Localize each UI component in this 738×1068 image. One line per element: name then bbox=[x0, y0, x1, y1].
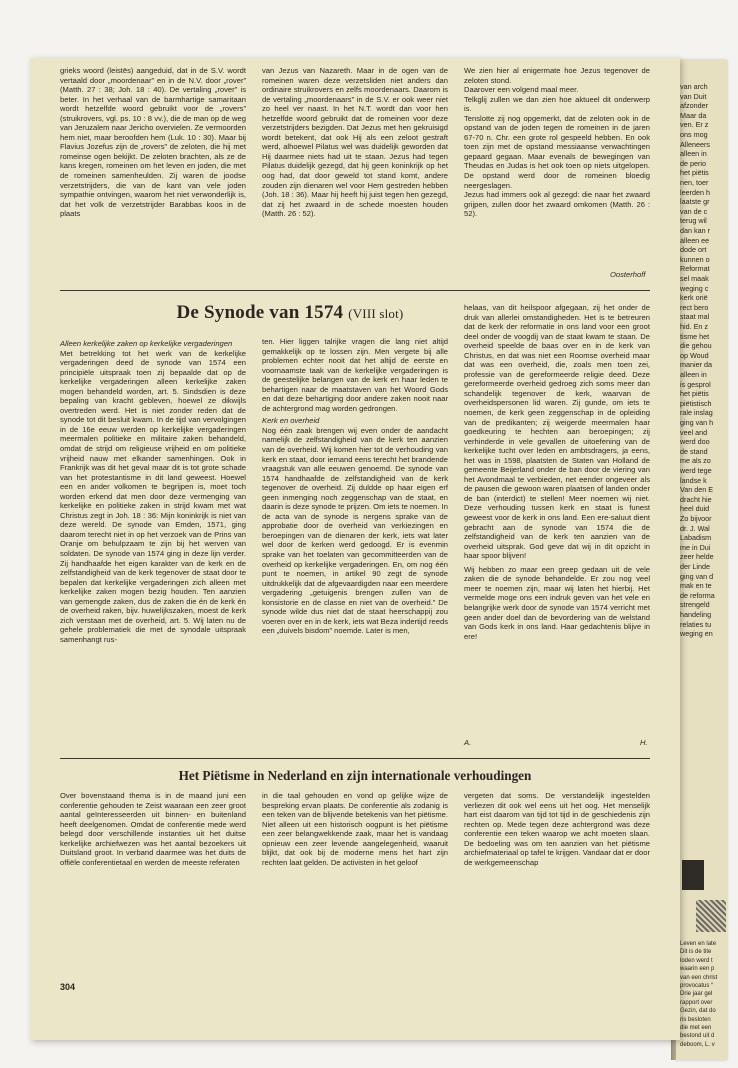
signature-initial-a: A. bbox=[464, 738, 472, 747]
next-page-line: Alleneers bbox=[680, 139, 710, 149]
next-page-caption-line: bestond uit d bbox=[680, 1033, 715, 1040]
next-page-line: die gehou bbox=[680, 341, 712, 351]
pietisme-col3 bbox=[464, 791, 650, 867]
next-page-caption-line: Drie jaar gel bbox=[680, 991, 713, 998]
top-article-col2 bbox=[262, 66, 448, 219]
next-page-line: terug wil bbox=[680, 216, 707, 226]
next-page-line: weging en bbox=[680, 629, 713, 639]
paragraph: van Jezus van Nazareth. Maar in de ogen van de romeinen waren deze verzetsliden niet anders dan ordinaire struikrovers en zelfs moordenaars. Daarom is de vertaling „moordenaars” in de S.V. er ook weer niet zo heel ver naast. In het N.T. wordt dan voor hen hetzelfde woord gebruikt dat de romeinen voor deze verzetstrijders bezigden. Dat Jezus met hen gekruisigd wordt betekent, dat ook Hij als een zeloot gestraft werd, alhoewel Pilatus wel was duidelijk geworden dat Hij daarmee niets had uit te staan. Jezus had tegen Pilatus duidelijk gezegd, dat hij geen koninkrijk op het oog had, dat door geweld tot stand komt, andere zouden zijn dienaren wel voor Hem gestreden hebben (Joh. 18 : 36). Maar hij heeft hij juist tegen hen gezegd, dat zij het zwaard in de schede moesten houden (Matth. 26 : 52). bbox=[262, 66, 448, 219]
top-article-col3 bbox=[464, 66, 650, 219]
paragraph: Jezus had immers ook al gezegd: die naar het zwaard grijpen, zullen door het zwaard omkomen (Matth. 26 : 52). bbox=[464, 190, 650, 219]
next-page-caption-line: van een christ bbox=[680, 974, 718, 981]
next-page-line: alleen ee bbox=[680, 235, 710, 245]
next-page-caption-line: Gezin, dat do bbox=[680, 1008, 716, 1015]
next-page-line: sel maak bbox=[680, 274, 709, 283]
next-page-caption-line: ris besloten bbox=[680, 1016, 711, 1023]
next-page-line: tisme het bbox=[680, 331, 710, 341]
pietisme-col1 bbox=[60, 791, 246, 867]
next-page-line: werd doo bbox=[680, 437, 710, 447]
paragraph: Met betrekking tot het werk van de kerkelijke vergaderingen deed de synode van 1574 een principiële uitspraak toen zij bepaalde dat op de kerkelijke vergaderingen alleen kerkelijke zaken mogen behandeld worden, art. 5. Sindsdien is deze bepaling van kracht gebleven, hoewel ze dikwijls overtreden werd. Het is niet zonder reden dat de synode tot dit besluit kwam. In de tijd van vervolgingen in de 16e eeuw werden op kerkelijke vergaderingen meermalen politieke en militaire zaken behandeld, omdat de strijd om religieuse vrijheid en om politieke vrijheid nauw met elkander samenhingen. Ook in Frankrijk was dit het geval maar dit is tot grote schade van het protestantisme in dit land geweest. Hoewel een en ander volkomen te begrijpen is, moet toch worden erkend dat men door deze vermenging van kerkelijke en politieke zaken in strijd kwam met wat Christus zegt in Joh. 18 : 36: Mijn koninkrijk is niet van deze wereld. De synode van Emden, 1571, ging daarom terecht niet in op het verzoek van de Prins van Oranje om behulpzaam te zijn bij het werven van soldaten. De synode van 1574 ging in deze lijn verder. Zij handhaafde het eigen karakter van de kerk en de zelfstandigheid van de kerk tegenover de staat door te bepalen dat kerkelijke vergaderingen zich alleen met kerkelijke zaken mogen bezig houden. Ten aanzien van gemengde zaken, dus de zaken die én de kerk én de overheid raken, bijv. huwelijkszaken, moest de kerk zich verstaan met de overheid, art. 5. Wij laten nu de gehele problematiek die met de synodale uitspraak samenhangt rus- bbox=[60, 348, 246, 644]
next-page-line: dr. J. Wal bbox=[680, 523, 710, 533]
next-page-line: Zo bijvoor bbox=[680, 514, 712, 523]
page-number: 304 bbox=[60, 982, 76, 992]
next-page-caption-line: rapport over bbox=[680, 999, 713, 1006]
pietisme-title: Het Piëtisme in Nederland en zijn internationale verhoudingen bbox=[178, 768, 532, 783]
next-page-line: weging c bbox=[680, 283, 709, 293]
next-page-line: nen, toer bbox=[680, 178, 709, 187]
next-page-line: me in Dui bbox=[680, 542, 711, 552]
next-page-line: rale inslag bbox=[680, 408, 713, 418]
next-page-line: het piëtis bbox=[680, 389, 709, 399]
paragraph: helaas, van dit heilspoor afgegaan, zij het onder de druk van allerlei omstandigheden. Het is te betreuren dat de kerk der reformatie in ons land voor een groot deel onder de voogdij van de staat kwam te staan. De overheid speelde de baas over en in de kerk van Christus, en dat was niet een Roomse overheid maar dat was een overheid, die, zoals men toen zei, professie van de gereformeerde religie deed. Deze gereformeerde overheid gedroeg zich soms meer dan schandelijk tegenover de kerk, waarvan de overheidspersonen lid waren. Zij gunde, om iets te noemen, de kerk geen zeggenschap in de opleiding van de predikanten; zij weigerde meermalen haar goedkeuring te hechten aan beroepingen; zij verhinderde in vele gevallen de uitoefening van de kerkelijke tucht over leden en ambtsdragers, ja eens, het was in 1598, plaatsten de Staten van Holland de gemeente Beijerland onder de ban door de viering van het Avondmaal te verbieden, net eender ongeveer als de pausen die gewoon waren plaatsen of landen onder de ban (interdict) te stellen! Meer noemen wij niet. Deze verhouding tussen kerk en staat is funest geweest voor de kerk in ons land. Een ere-saluut dient gebracht aan de synode van 1574 die de zelfstandigheid van de kerk ten aanzien van de overheid uitsprak. God geve dat wij in dit opzicht in haar spoor blijven! bbox=[464, 303, 650, 561]
next-page-line: de reforma bbox=[680, 590, 715, 600]
paragraph: vergeten dat soms. De verstandelijk ingestelden verliezen dit ook wel eens uit het oog. Het menselijk hart eist daarom van tijd tot tijd in de geschiedenis zijn rechten op. Mede tegen deze achtergrond was deze conferentie een teken waarop we acht moeten slaan. De bedoeling was om ten aanzien van het piëtisme archiefmateriaal op tafel te krijgen. Vandaar dat er door de werkgemeenschap bbox=[464, 791, 650, 867]
next-page-line: ven. Er z bbox=[680, 120, 709, 130]
pietisme-col2 bbox=[262, 791, 448, 867]
next-page-line: van Duit bbox=[680, 91, 707, 101]
paragraph: Telkglij zullen we dan zien hoe aktueel dit onderwerp is. bbox=[464, 94, 650, 114]
signature-oosterhoff: Oosterhoff bbox=[610, 270, 646, 279]
next-page-line: Maar da bbox=[680, 110, 707, 120]
synode-title-text: De Synode van 1574 bbox=[176, 302, 344, 323]
next-page-line: Reformat bbox=[680, 264, 710, 274]
paragraph: Nog één zaak brengen wij even onder de aandacht namelijk de zelfstandigheid van de kerk ten aanzien van de overheid. Wij komen hier tot de verhouding van kerk en staat, door iemand eens terecht het brandende vraagstuk van alle eeuwen genoemd. De synode van 1574 handhaafde de zelfstandigheid van de kerk tegenover de overheid. Zij duldde op haar eigen erf geen inmenging noch zeggenschap van de staat, en daarin is deze synode te prijzen. Om iets te noemen. In de acta van de synode is nergens sprake van de approbatie door de overheid van verkiezingen en beroepingen van de dienaren der kerk, iets wat later wel door de kerken werd gedoogd. Er is evenmin sprake van het toelaten van gecommitteerden van de overheid op kerkelijke vergaderingen. En, om nog één punt te noemen, in artikel 90 zegt de synode uitdrukkelijk dat de afgevaardigden naar een meerdere vergadering „getuigenis brengen zullen van de konsistorie en de classe en niet van de overheid.” De synode wilde dus niet dat de staat heerschappij zou voeren over en in de kerk, iets wat Beza indertijd reeds een „duivels bisdom” noemde. Later is men, bbox=[262, 425, 448, 636]
next-page-line: piëtistisch bbox=[680, 398, 712, 408]
next-page-line: de perio bbox=[680, 158, 706, 168]
next-page-line: dracht hie bbox=[680, 494, 712, 504]
paragraph: grieks woord (leistēs) aangeduid, dat in de S.V. wordt vertaald door „moordenaar” en in de N.V. door „rover” (Matth. 27 : 38; Joh. 18 : 40). De vertaling „rover” is beter. In het verhaal van de barmhartige samaritaan wordt hetzelfde woord gebruikt voor de „rovers” (struikrovers, vgl. ps. 10 : 8 vv.), die de man op de weg van Jeruzalem naar Jericho overvielen. Ze vermoorden hem niet, maar beroofden hem (Luk. 10 : 30). Maar bij Flavius Jozefus zijn de „rovers” de zeloten, die hij met romeinse ogen bekijkt. De zeloten brachten, als ze de kans kregen, romeinen om het leven en joden, die met de romeinen samenheulden. Zij waren de joodse verzetstrijders, die van de kant van vele joden sympathie ontvingen, waarom het niet verwonderlijk is, dat het volk de verzetstrijder Barabbas koos in de plaats bbox=[60, 66, 246, 219]
signature-initial-h: H. bbox=[640, 738, 648, 747]
synode-series: (VIII slot) bbox=[348, 306, 404, 321]
next-page-photo bbox=[696, 900, 726, 932]
next-page-caption-line: deboom, L. v bbox=[680, 1041, 715, 1048]
next-page-line: van arch bbox=[680, 82, 708, 91]
next-page-line: Labadism bbox=[680, 533, 712, 543]
synode-title bbox=[120, 302, 460, 324]
next-page-caption-line: die met een bbox=[680, 1025, 712, 1031]
subheading: Alleen kerkelijke zaken op kerkelijke vergaderingen bbox=[60, 339, 233, 348]
next-page-caption-line: provocatus “ bbox=[680, 983, 714, 989]
next-page-line: kunnen o bbox=[680, 254, 710, 264]
next-page-caption-line: waarin een p bbox=[680, 966, 715, 973]
next-page-line: dode ort bbox=[680, 245, 707, 255]
next-page-line: staat mal bbox=[680, 312, 710, 322]
paragraph: Wij hebben zo maar een greep gedaan uit de vele zaken die de synode behandelde. Er zou nog veel meer te noemen zijn, maar wij laten het hierbij. Het vermelde moge ons een indruk geven van het vele en belangrijke werk door de synode van 1574 verricht met geen ander doel dan de bevordering van de welstand van Gods kerk in ons land. Haar gedachtenis blijve in ere! bbox=[464, 564, 650, 641]
next-page-line: Van den E bbox=[680, 485, 714, 495]
next-page-caption-line: loden werd t bbox=[680, 957, 713, 964]
paragraph: ten. Hier liggen talrijke vragen die lang niet altijd gemakkelijk op te lossen zijn. Men vergete bij alle problemen echter nooit dat het altijd de eerste en voornaamste taak van de kerkelijke vergaderingen is de geestelijke belangen van de kerk en haar leden te behartigen naar de maatstaven van het Woord Gods en dat deze behartiging door andere zaken nooit naar de achtergrond mag worden gedrongen. bbox=[262, 337, 448, 413]
next-page-line: ging van h bbox=[680, 418, 714, 427]
next-page-line: rect bero bbox=[680, 302, 709, 312]
synode-col1 bbox=[60, 339, 246, 645]
synode-col2 bbox=[262, 337, 448, 636]
next-page-line: op Woud bbox=[680, 350, 709, 360]
next-page-line: mak en te bbox=[680, 581, 712, 591]
next-page-caption-line: Leven en late bbox=[680, 941, 717, 947]
next-page-line: leerden h bbox=[680, 187, 710, 197]
next-page-dark-block bbox=[682, 860, 704, 890]
next-page-line: van de c bbox=[680, 206, 708, 216]
magazine-page bbox=[30, 58, 680, 1040]
paragraph: We zien hier al enigermate hoe Jezus tegenover de zeloten stond. bbox=[464, 66, 650, 85]
next-page-line: is gesprol bbox=[680, 379, 711, 389]
synode-col3 bbox=[464, 281, 650, 641]
next-page-line: relaties tu bbox=[680, 619, 712, 629]
next-page-caption-line: Dit is de tite bbox=[680, 949, 712, 956]
top-article-col1 bbox=[60, 66, 246, 219]
next-page-line: landse k bbox=[680, 475, 707, 485]
next-page-edge bbox=[676, 60, 728, 1060]
paragraph: Tenslotte zij nog opgemerkt, dat de zeloten ook in de opstand van de joden tegen de romeinen in de jaren 67-70 n. Chr. een grote rol gespeeld hebben. En ook toen zijn met de opstand messiaanse verwachtingen gepaard gegaan. Maar evenals de bewegingen van Theudas en Judas is het ook toen op niets uitgelopen. De opstand werd door de romeinen bloedig neergeslagen. bbox=[464, 113, 650, 190]
next-page-line: afzonder bbox=[680, 101, 708, 111]
next-page-line: laatste gr bbox=[680, 197, 710, 207]
next-page-line: dan kan r bbox=[680, 226, 710, 235]
next-page-line: veel and bbox=[680, 427, 708, 437]
next-page-line: der Linde bbox=[680, 562, 710, 571]
next-page-line: zeer helde bbox=[680, 552, 714, 562]
divider bbox=[60, 758, 650, 759]
next-page-line: hid. En z bbox=[680, 322, 708, 331]
next-page-line: me als zo bbox=[680, 456, 711, 466]
next-page-line: handeling bbox=[680, 610, 712, 619]
next-page-line: strengeld bbox=[680, 600, 710, 610]
next-page-line: alleen in bbox=[680, 370, 707, 379]
next-page-line: de stand bbox=[680, 446, 708, 456]
next-page-line: ging van d bbox=[680, 571, 714, 581]
paragraph: Daarover een volgend maal meer. bbox=[464, 85, 579, 95]
paragraph: in die taal gehouden en vond op gelijke wijze de bespreking ervan plaats. De conferentie als zodanig is een teken van de blijvende betekenis van het piëtisme. Niet alleen uit een historisch oogpunt is het piëtisme een zeer belangwekkende zaak, maar het is vandaag opnieuw een zeer levende aangelegenheid, waaruit blijkt, dat ook bij de moderne mens het hart zijn rechten laat gelden. De activisten in het geloof bbox=[262, 791, 448, 867]
next-page-line: alleen in bbox=[680, 149, 707, 159]
next-page-line: kerk orië bbox=[680, 293, 708, 303]
next-page-line: ons mog bbox=[680, 130, 708, 139]
next-page-line: het piëtis bbox=[680, 168, 709, 178]
subheading: Kerk en overheid bbox=[262, 416, 320, 426]
next-page-line: werd tege bbox=[680, 466, 712, 475]
next-page-line: manier da bbox=[680, 360, 712, 370]
paragraph: Over bovenstaand thema is in de maand juni een conferentie gehouden te Zeist waaraan een zeer groot aantal geïnteresseerden uit binnen- en buitenland heeft deelgenomen. Omdat de conferentie mede werd belegd door verschillende instanties uit het duitse kerkelijke archiefwezen was het aantal bezoekers uit Duitsland groot. In verband daarmee was het duits de offiële conferentietaal en werden de meeste referaten bbox=[60, 791, 246, 867]
next-page-line: heel duid bbox=[680, 504, 710, 514]
